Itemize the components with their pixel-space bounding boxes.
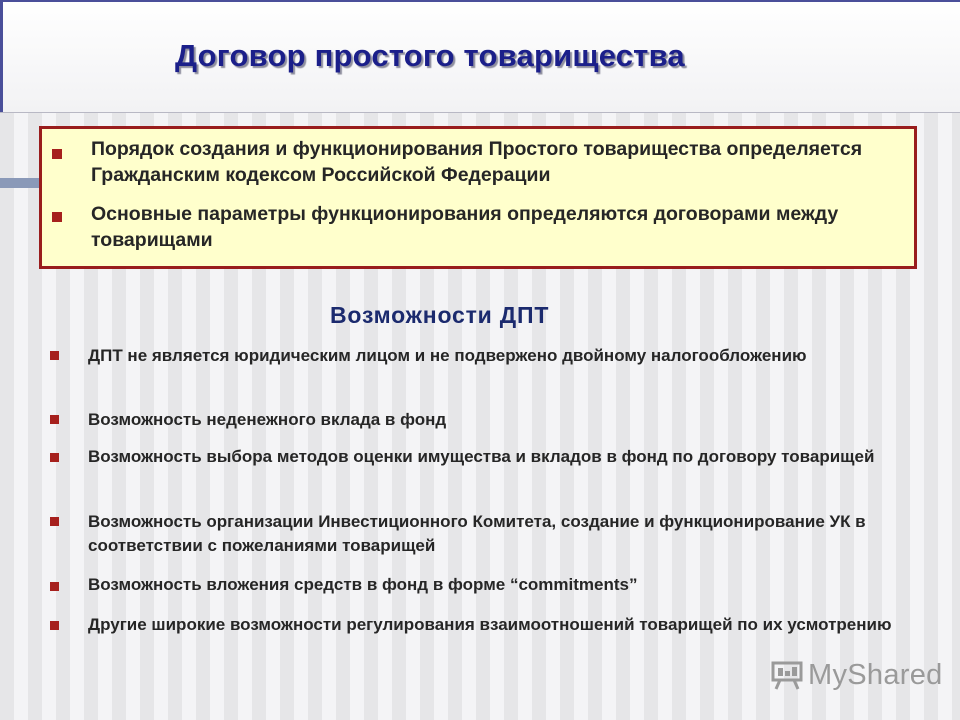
bullet-icon: [50, 453, 59, 462]
bullet-icon: [52, 212, 62, 222]
bullet-icon: [52, 149, 62, 159]
box-item: Порядок создания и функционирования Простого товарищества определяется Гражданским кодексом Российской Федерации: [91, 138, 863, 186]
bullet-icon: [50, 415, 59, 424]
watermark: [770, 655, 943, 695]
list-item: Возможность неденежного вклада в фонд: [88, 410, 447, 429]
bullet-icon: [50, 621, 59, 630]
list-item: Другие широкие возможности регулирования взаимоотношений товарищей по их усмотрению: [88, 615, 892, 634]
presentation-board-icon: [770, 660, 804, 690]
side-accent-bar: [0, 178, 40, 188]
list-item: Возможность вложения средств в фонд в форме “commitments”: [88, 575, 638, 594]
section-subtitle: Возможности ДПТ: [330, 302, 550, 328]
info-box: [39, 126, 917, 269]
bullet-icon: [50, 351, 59, 360]
watermark-text: MyShared: [808, 658, 943, 691]
slide-title: Договор простого товарищества: [175, 38, 685, 73]
header-left-strip: [0, 0, 3, 112]
header-top-line: [0, 0, 960, 2]
list-item: Возможность выбора методов оценки имущества и вкладов в фонд по договору товарищей: [88, 447, 875, 466]
bullet-icon: [50, 582, 59, 591]
list-item: ДПТ не является юридическим лицом и не подвержено двойному налогообложению: [88, 346, 807, 365]
list-item: Возможность организации Инвестиционного Комитета, создание и функционирование УК в соответствии с пожеланиями товарищей: [88, 512, 866, 555]
bullet-icon: [50, 517, 59, 526]
box-item: Основные параметры функционирования определяются договорами между товарищами: [91, 203, 839, 251]
